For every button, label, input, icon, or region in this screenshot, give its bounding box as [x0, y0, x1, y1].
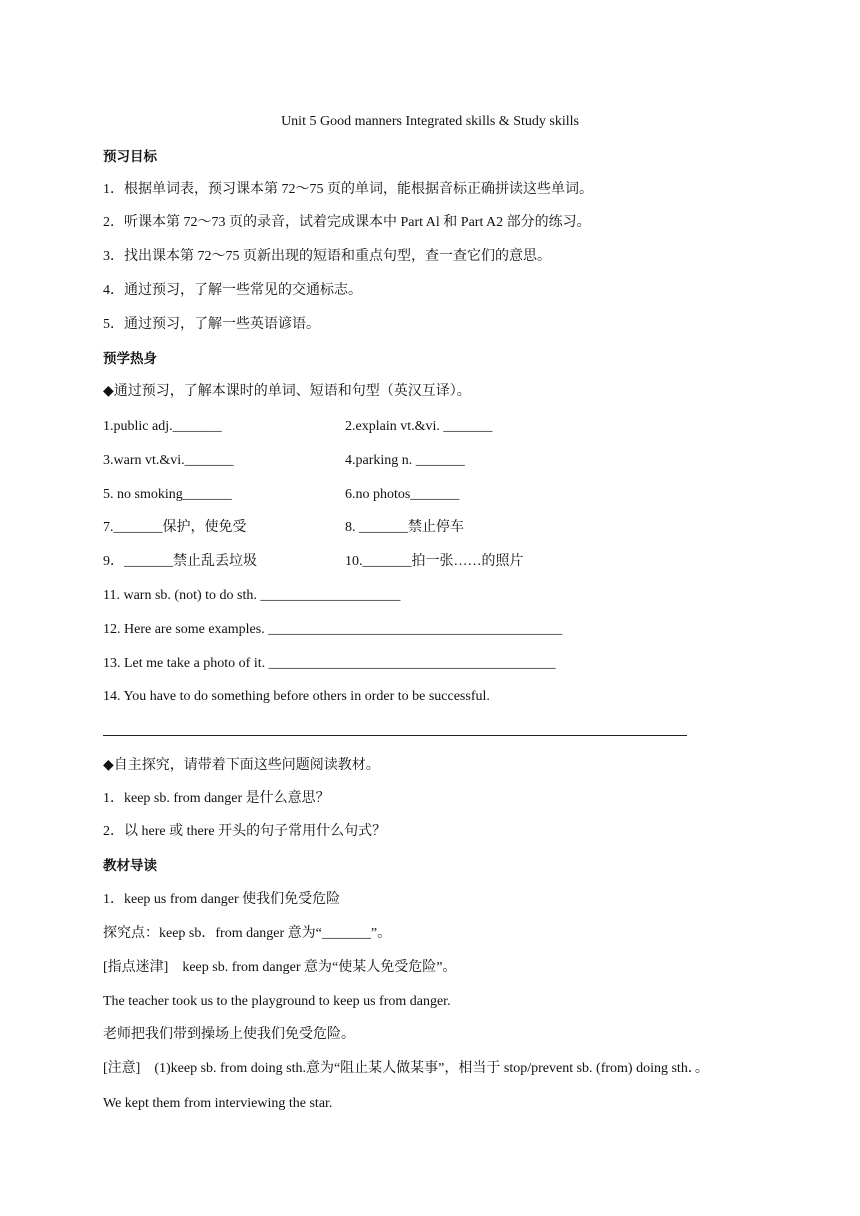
vocab-item: 1.public adj._______ [103, 419, 222, 434]
guide-line: 老师把我们带到操场上使我们免受危险。 [103, 1027, 355, 1042]
guide-line: 1．keep us from danger 使我们免受危险 [103, 892, 341, 907]
goal-item: 5．通过预习，了解一些英语谚语。 [103, 317, 320, 332]
goal-item: 2．听课本第 72～73 页的录音，试着完成课本中 Part Al 和 Part A2 部分的练习。 [103, 215, 591, 230]
goal-item: 4．通过预习，了解一些常见的交通标志。 [103, 283, 362, 298]
sentence-item: 13. Let me take a photo of it. _________________________________________ [103, 656, 556, 671]
guide-line: 探究点：keep sb．from danger 意为“_______”。 [103, 926, 392, 941]
sentence-item: 14. You have to do something before others in order to be successful. [103, 689, 490, 704]
guide-line: We kept them from interviewing the star. [103, 1096, 333, 1111]
warmup-intro: ◆通过预习，了解本课时的单词、短语和句型（英汉互译）。 [103, 384, 471, 399]
vocab-item: 7._______保护，使免受 [103, 520, 247, 535]
heading-preview-goals: 预习目标 [103, 149, 157, 165]
sentence-item: 11. warn sb. (not) to do sth. ____________________ [103, 588, 401, 603]
vocab-item: 10._______拍一张……的照片 [345, 554, 524, 569]
goal-item: 1．根据单词表，预习课本第 72～75 页的单词，能根据音标正确拼读这些单词。 [103, 182, 593, 197]
guide-line: The teacher took us to the playground to keep us from danger. [103, 994, 451, 1009]
vocab-item: 5. no smoking_______ [103, 487, 232, 502]
guide-line: [指点迷津] keep sb. from danger 意为“使某人免受危险”。 [103, 960, 457, 975]
guide-line: [注意] (1)keep sb. from doing sth.意为“阻止某人做某事”，相当于 stop/prevent sb. (from) doing sth．。 [103, 1061, 709, 1076]
vocab-item: 2.explain vt.&vi. _______ [345, 419, 493, 434]
vocab-item: 4.parking n. _______ [345, 453, 465, 468]
explore-intro: ◆自主探究，请带着下面这些问题阅读教材。 [103, 758, 380, 773]
sentence-item: 12. Here are some examples. __________________________________________ [103, 622, 563, 637]
vocab-item: 3.warn vt.&vi._______ [103, 453, 234, 468]
vocab-item: 9．_______禁止乱丢垃圾 [103, 554, 257, 569]
vocab-item: 8. _______禁止停车 [345, 520, 464, 535]
answer-blank-line [103, 735, 687, 736]
vocab-item: 6.no photos_______ [345, 487, 460, 502]
page-title: Unit 5 Good manners Integrated skills & Study skills [281, 114, 579, 129]
question-item: 2．以 here 或 there 开头的句子常用什么句式？ [103, 824, 387, 839]
heading-textbook-guide: 教材导读 [103, 858, 157, 874]
goal-item: 3．找出课本第 72～75 页新出现的短语和重点句型，查一查它们的意思。 [103, 249, 551, 264]
question-item: 1．keep sb. from danger 是什么意思？ [103, 791, 330, 806]
heading-warmup: 预学热身 [103, 351, 157, 367]
